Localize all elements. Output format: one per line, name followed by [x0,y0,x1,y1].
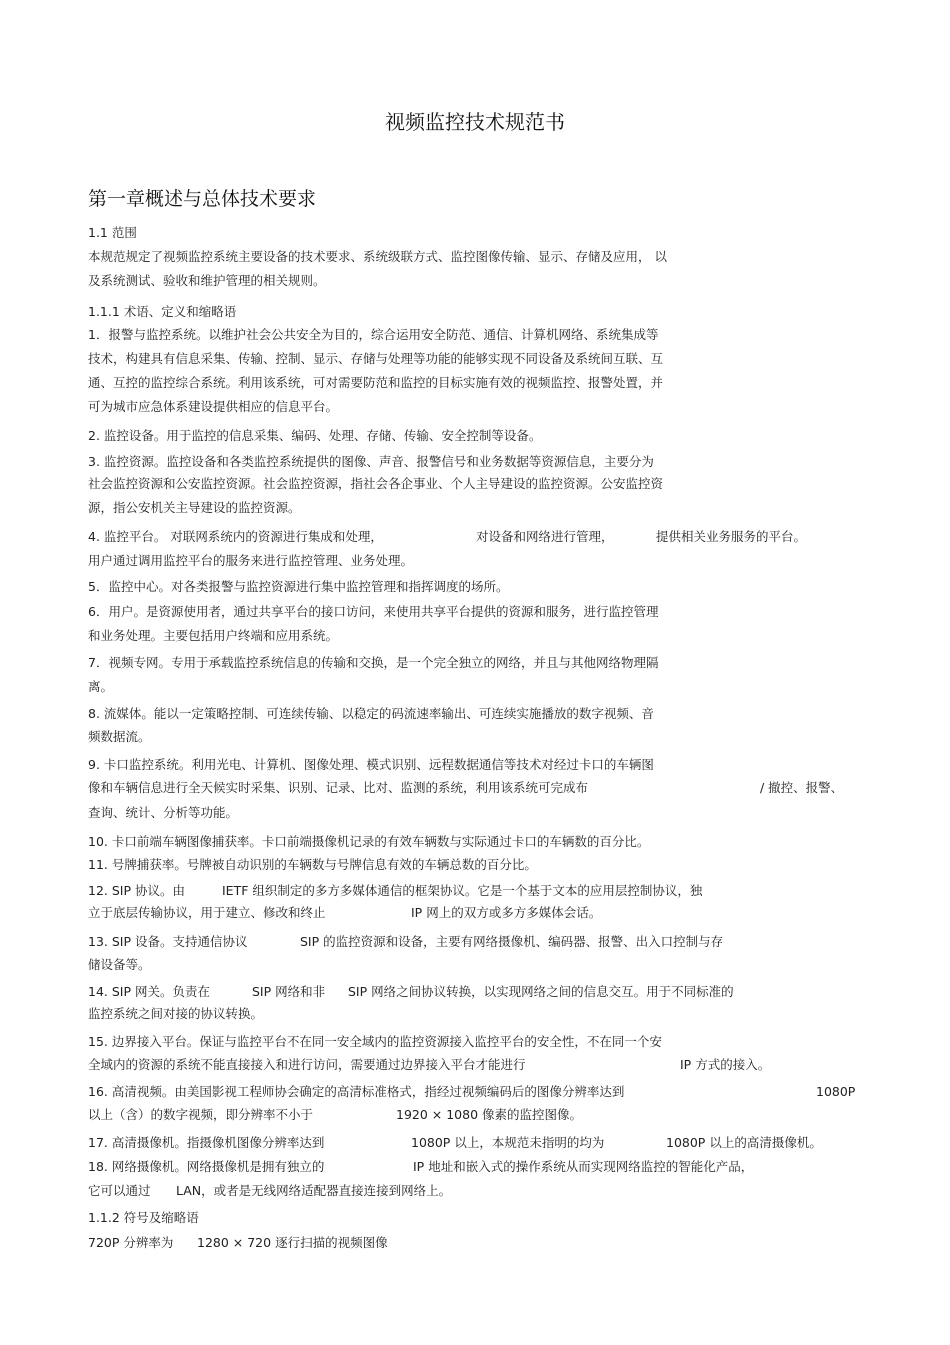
term-3-line: 3. 监控资源。监控设备和各类监控系统提供的图像、声音、报警信号和业务数据等资源信息，主要分为 [88,454,654,469]
section-heading-1-1-1: 1.1.1 术语、定义和缩略语 [88,304,237,319]
term-15-line: 15. 边界接入平台。保证与监控平台不在同一安全域内的监控资源接入监控平台的安全性，不在同一个安 [88,1034,662,1049]
term-14-part: SIP 网络之间协议转换，以实现网络之间的信息交互。用于不同标准的 [348,984,734,999]
term-14-line: 监控系统之间对接的协议转换。 [88,1006,264,1021]
term-17-part: 1080P 以上的高清摄像机。 [666,1135,822,1150]
term-7-line: 离。 [88,679,114,694]
document-title: 视频监控技术规范书 [385,110,565,134]
term-12-part: IP 网上的双方或多方多媒体会话。 [411,905,602,920]
chapter-heading: 第一章概述与总体技术要求 [88,188,317,210]
term-12-part: IETF 组织制定的多方多媒体通信的框架协议。它是一个基于文本的应用层控制协议，独 [222,883,703,898]
term-8-line: 频数据流。 [88,729,151,744]
term-12-part: 12. SIP 协议。由 [88,883,185,898]
term-13-line: 储设备等。 [88,957,151,972]
term-18-part: 它可以通过 [88,1183,151,1198]
term-11: 11. 号牌捕获率。号牌被自动识别的车辆数与号牌信息有效的车辆总数的百分比。 [88,857,537,872]
term-12-part: 立于底层传输协议，用于建立、修改和终止 [88,905,326,920]
term-18-part: LAN，或者是无线网络适配器直接连接到网络上。 [176,1183,452,1198]
term-1-line: 可为城市应急体系建设提供相应的信息平台。 [88,399,339,414]
term-6-line: 6．用户。是资源使用者，通过共享平台的接口访问，来使用共享平台提供的资源和服务，进行监控管理 [88,604,659,619]
term-4-part: 对设备和网络进行管理， [476,529,614,544]
term-14-part: SIP 网络和非 [252,984,326,999]
abbr-720p-part: 720P 分辨率为 [88,1235,174,1250]
term-3-line: 源，指公安机关主导建设的监控资源。 [88,500,301,515]
term-13-part: SIP 的监控资源和设备，主要有网络摄像机、编码器、报警、出入口控制与存 [300,934,724,949]
paragraph-line: 及系统测试、验收和维护管理的相关规则。 [88,273,326,288]
term-13-part: 13. SIP 设备。支持通信协议 [88,934,248,949]
section-heading-1-1: 1.1 范围 [88,225,137,240]
term-6-line: 和业务处理。主要包括用户终端和应用系统。 [88,628,339,643]
term-9-part: 像和车辆信息进行全天候实时采集、识别、记录、比对、监测的系统，利用该系统可完成布 [88,780,589,795]
term-18-part: 18. 网络摄像机。网络摄像机是拥有独立的 [88,1159,325,1174]
term-4-part: 提供相关业务服务的平台。 [656,529,807,544]
term-2: 2. 监控设备。用于监控的信息采集、编码、处理、存储、传输、安全控制等设备。 [88,428,542,443]
term-3-line: 社会监控资源和公安监控资源。社会监控资源，指社会各企事业、个人主导建设的监控资源。公安监控资 [88,476,664,491]
term-14-part: 14. SIP 网关。负责在 [88,984,210,999]
term-16-part: 以上（含）的数字视频，即分辨率不小于 [88,1107,314,1122]
term-4-line: 用户通过调用监控平台的服务来进行监控管理、业务处理。 [88,553,414,568]
term-7-line: 7．视频专网。专用于承载监控系统信息的传输和交换，是一个完全独立的网络，并且与其他网络物理隔 [88,655,659,670]
term-17-part: 17. 高清摄像机。指摄像机图像分辨率达到 [88,1135,325,1150]
term-9-line: 查询、统计、分析等功能。 [88,805,239,820]
term-5: 5．监控中心。对各类报警与监控资源进行集中监控管理和指挥调度的场所。 [88,579,509,594]
term-16-part: 16. 高清视频。由美国影视工程师协会确定的高清标准格式，指经过视频编码后的图像分辨率达到 [88,1084,625,1099]
term-1-line: 通、互控的监控综合系统。利用该系统，可对需要防范和监控的目标实施有效的视频监控、报警处置，并 [88,375,664,390]
term-16-part: 1080P [816,1084,856,1099]
term-1-line: 1．报警与监控系统。以维护社会公共安全为目的，综合运用安全防范、通信、计算机网络、系统集成等 [88,327,659,342]
term-9-line: 9. 卡口监控系统。利用光电、计算机、图像处理、模式识别、远程数据通信等技术对经过卡口的车辆图 [88,757,654,772]
paragraph-line: 本规范规定了视频监控系统主要设备的技术要求、系统级联方式、监控图像传输、显示、存储及应用， 以 [88,249,667,264]
term-17-part: 1080P 以上，本规范未指明的均为 [411,1135,605,1150]
term-18-part: IP 地址和嵌入式的操作系统从而实现网络监控的智能化产品， [413,1159,754,1174]
term-16-part: 1920 × 1080 像素的监控图像。 [396,1107,583,1122]
term-9-part: / 撤控、报警、 [760,780,844,795]
term-1-line: 技术，构建具有信息采集、传输、控制、显示、存储与处理等功能的能够实现不同设备及系统间互联、互 [88,351,664,366]
term-10: 10. 卡口前端车辆图像捕获率。卡口前端摄像机记录的有效车辆数与实际通过卡口的车辆数的百分比。 [88,834,650,849]
abbr-720p-part: 1280 × 720 逐行扫描的视频图像 [197,1235,388,1250]
section-heading-1-1-2: 1.1.2 符号及缩略语 [88,1210,199,1225]
term-15-part: IP 方式的接入。 [680,1057,771,1072]
term-8-line: 8. 流媒体。能以一定策略控制、可连续传输、以稳定的码流速率输出、可连续实施播放的数字视频、音 [88,706,654,721]
term-15-part: 全域内的资源的系统不能直接接入和进行访问，需要通过边界接入平台才能进行 [88,1057,526,1072]
term-4-part: 4. 监控平台。 对联网系统内的资源进行集成和处理， [88,529,383,544]
